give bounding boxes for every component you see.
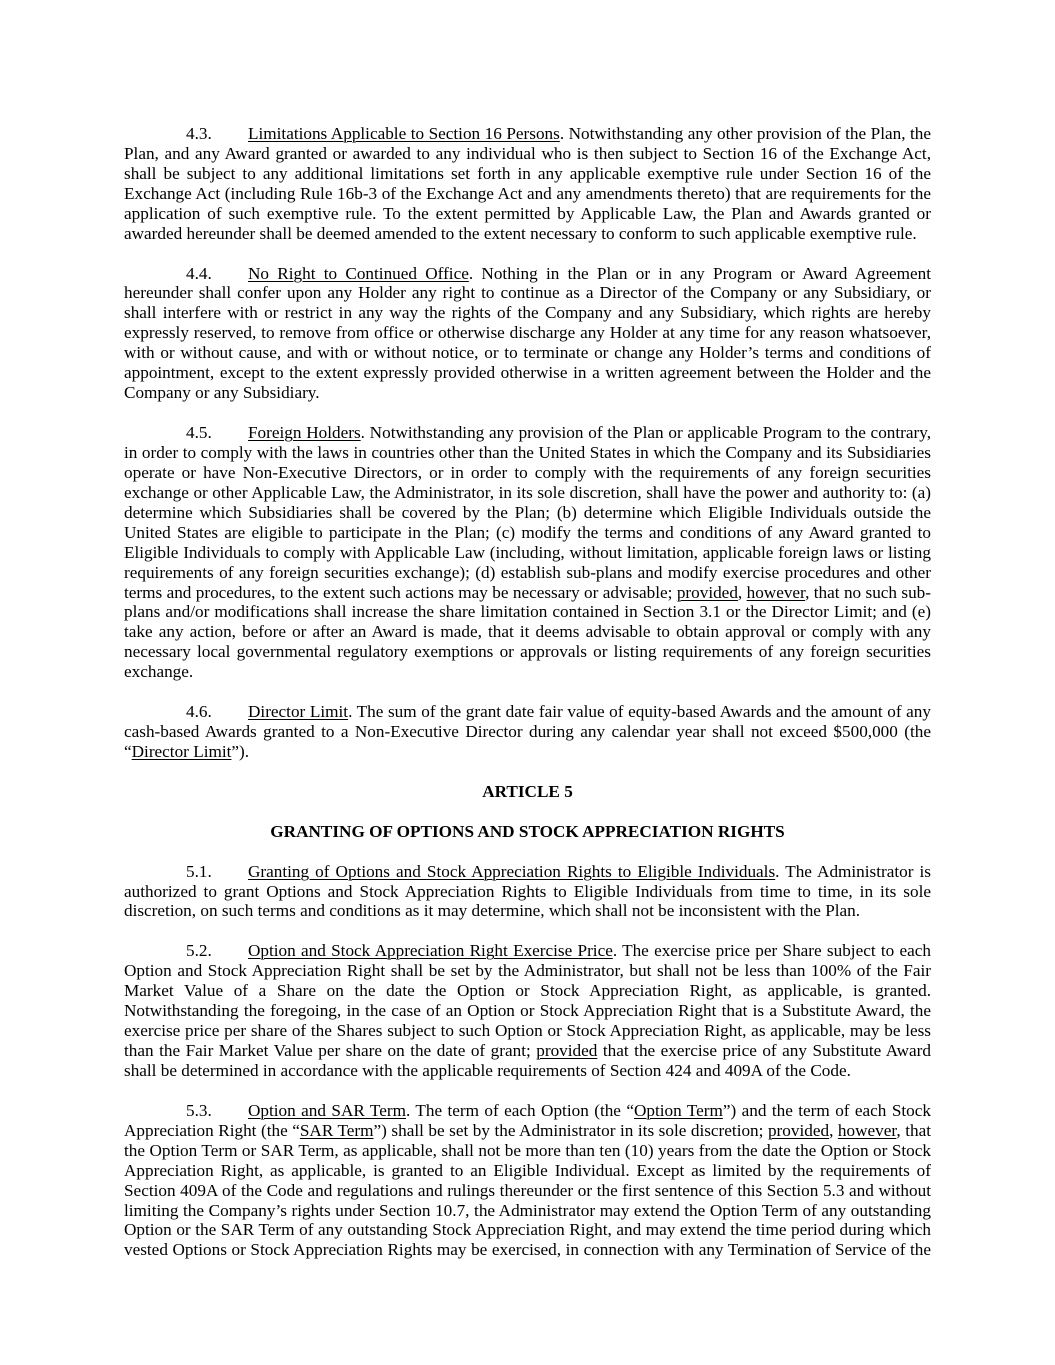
section-text: . The exercise price per Share subject to each Option and Stock Appreciation Right shall be set by the Administrator, but shall not be less than 100% of the Fair Market Value of a Share on the date the Option or Stock Appreciation Right, as applicable, is granted. Notwithstanding the foregoing, in the case of an Option or Stock Appreciation Right that is a Substitute Award, the exercise price per share of the Shares subject to such Option or Stock Appreciation Right, as applicable, may be less than the Fair Market Value per share on the date of grant; <box>124 941 931 1061</box>
section-5-1 <box>124 862 931 922</box>
section-number: 4.3. <box>186 124 212 143</box>
section-text: , that the Option Term or SAR Term, as applicable, shall not be more than ten (10) years from the date the Option or Stock Appreciation Right, as applicable, is granted to an Eligible Individual. Except as limited by the requirements of Section 409A of the Code and regulations and rulings thereunder or the first sentence of this Section 5.3 and without limiting the Company’s rights under Section 10.7, the Administrator may extend the Option Term of any outstanding Option or the SAR Term of any outstanding Stock Appreciation Right, and may extend the time period during which vested Options or Stock Appreciation Rights may be exercised, in connection with any Termination of Service of the <box>124 1120 931 1260</box>
section-heading: Option and Stock Appreciation Right Exercise Price <box>248 941 613 961</box>
section-text: . Notwithstanding any provision of the Plan or applicable Program to the contrary, in order to comply with the laws in countries other than the United States in which the Company and its Subsidiaries operate or have Non-Executive Directors, or in order to comply with the requirements of any foreign securities exchange or other Applicable Law, the Administrator, in its sole discretion, shall have the power and authority to: (a) determine which Subsidiaries shall be covered by the Plan; (b) determine which Eligible Individuals outside the United States are eligible to participate in the Plan; (c) modify the terms and conditions of any Award granted to Eligible Individuals to comply with Applicable Law (including, without limitation, applicable foreign laws or listing requirements of any foreign securities exchange); (d) establish sub-plans and modify exercise procedures and other terms and procedures, to the extent such actions may be necessary or advisable; <box>124 423 932 602</box>
section-4-6 <box>124 702 931 762</box>
defined-term-provided: provided <box>767 1120 830 1140</box>
article-title: GRANTING OF OPTIONS AND STOCK APPRECIATION RIGHTS <box>270 821 785 841</box>
section-text: that the exercise price of any Substitute Award shall be determined in accordance with the applicable requirements of Section 424 and 409A of the Code. <box>124 1041 931 1080</box>
section-text: ”) and the term of each Stock Appreciation Right (the “ <box>124 1100 931 1140</box>
section-heading: Granting of Options and Stock Appreciation Rights to Eligible Individuals <box>248 861 776 881</box>
section-heading: No Right to Continued Office <box>248 263 469 283</box>
section-number: 4.6. <box>186 702 212 722</box>
article-label: ARTICLE 5 <box>482 781 573 801</box>
section-heading: Limitations Applicable to Section 16 Persons <box>248 124 560 143</box>
section-4-4 <box>124 264 931 404</box>
section-text: . The term of each Option (the “ <box>405 1100 634 1120</box>
section-text: ”). <box>231 742 250 762</box>
section-text: , <box>829 1120 838 1140</box>
section-heading: Foreign Holders <box>248 423 361 443</box>
section-4-3 <box>124 124 931 244</box>
section-number: 5.1. <box>186 861 212 881</box>
section-text: . Notwithstanding any other provision of the Plan, the Plan, and any Award granted or awarded to any individual who is then subject to Section 16 of the Exchange Act, shall be subject to any additional limitations set forth in any applicable exemptive rule under Section 16 of the Exchange Act (including Rule 16b-3 of the Exchange Act and any amendments thereto) that are requirements for the application of such exemptive rule. To the extent permitted by Applicable Law, the Plan and Awards granted or awarded hereunder shall be deemed amended to the extent necessary to conform to such applicable exemptive rule. <box>124 124 931 243</box>
section-text: . The Administrator is authorized to grant Options and Stock Appreciation Rights to Eligible Individuals from time to time, in its sole discretion, on such terms and conditions as it may determine, which shall not be inconsistent with the Plan. <box>124 861 931 921</box>
document-page <box>124 124 931 1280</box>
defined-term-provided: provided <box>536 1041 598 1061</box>
section-4-5 <box>124 423 931 682</box>
section-5-3 <box>124 1101 931 1261</box>
section-text: . Nothing in the Plan or in any Program or Award Agreement hereunder shall confer upon any Holder any right to continue as a Director of the Company or any Subsidiary, or shall interfere with or restrict in any way the rights of the Company and any Subsidiary, which rights are hereby expressly reserved, to remove from office or otherwise discharge any Holder at any time for any reason whatsoever, with or without cause, and with or without notice, or to terminate or change any Holder’s terms and conditions of appointment, except to the extent expressly provided otherwise in a written agreement between the Holder and the Company or any Subsidiary. <box>124 263 931 403</box>
defined-term-sar-term: SAR Term <box>299 1120 374 1140</box>
section-number: 5.3. <box>186 1100 212 1120</box>
section-text: ”) shall be set by the Administrator in its sole discretion; <box>373 1120 768 1140</box>
section-heading: Director Limit <box>248 702 349 722</box>
section-number: 4.4. <box>186 263 212 283</box>
section-5-2 <box>124 941 931 1081</box>
defined-term-director-limit: Director Limit <box>131 742 232 762</box>
defined-term-option-term: Option Term <box>633 1100 723 1120</box>
section-heading: Option and SAR Term <box>248 1100 406 1120</box>
section-number: 5.2. <box>186 941 212 961</box>
defined-term-however: however <box>746 582 806 602</box>
section-text: , that no such sub-plans and/or modifications shall increase the share limitation contained in Section 3.1 or the Director Limit; and (e) take any action, before or after an Award is made, that it deems advisable to obtain approval or comply with any necessary local governmental regulatory exemptions or approvals or listing requirements of any foreign securities exchange. <box>124 582 931 682</box>
section-number: 4.5. <box>186 423 212 443</box>
section-text: , <box>737 582 747 602</box>
defined-term-however: however <box>837 1120 897 1140</box>
section-text: . The sum of the grant date fair value of equity-based Awards and the amount of any cash-based Awards granted to a Non-Executive Director during any calendar year shall not exceed $500,000 (the “ <box>124 702 931 762</box>
defined-term-provided: provided <box>676 582 738 602</box>
